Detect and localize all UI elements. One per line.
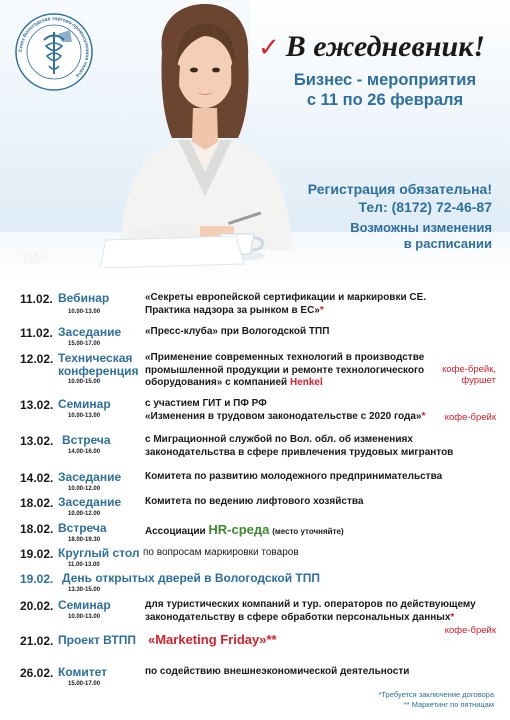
desc-line: оборудования» с компанией	[145, 377, 288, 388]
desc-line: «Секреты европейской сертификации и маркировки CE.	[145, 292, 427, 303]
event-type: Семинар	[58, 598, 111, 612]
event-type: Круглый стол	[58, 546, 140, 560]
event-date: 13.02.	[20, 434, 54, 448]
footnote-marketing: ** Маркетинг по пятницам	[403, 699, 494, 709]
event-date: 19.02.	[20, 547, 54, 561]
event-description	[145, 292, 426, 317]
notepad-icon	[96, 236, 246, 268]
extras-line: фуршет	[461, 375, 496, 387]
event-description	[145, 352, 424, 390]
svg-text:Союз Вологодская торгово-промы: Союз Вологодская торгово-промышленная палата	[17, 15, 91, 79]
event-date: 13.02.	[20, 398, 54, 412]
event-description	[145, 522, 344, 539]
event-time: 13.30-15.00	[68, 587, 101, 593]
event-date: 18.02.	[20, 496, 54, 510]
contract-mark: *	[450, 611, 455, 623]
event-description	[145, 398, 425, 423]
contract-mark: *	[319, 304, 324, 316]
event-time: 10.00-12.00	[68, 486, 101, 492]
footnote-contract: *Требуется заключение договора	[378, 690, 494, 699]
footnotes	[379, 690, 494, 710]
slogan	[258, 30, 485, 64]
changes-line-2: в расписании	[403, 236, 492, 252]
event-description: Комитета по развитию молодежного предпринимательства	[145, 471, 443, 482]
event-time: 18.00-19.30	[68, 537, 101, 543]
phone-number[interactable]: Тел: (8172) 72-46-87	[358, 199, 492, 216]
event-type: Встреча	[58, 521, 107, 535]
schedule-change-notice	[350, 220, 492, 253]
chamber-of-commerce-logo	[14, 12, 94, 92]
event-type: Семинар	[58, 397, 111, 411]
marketing-friday-title: «Marketing Friday»	[148, 632, 267, 647]
event-type	[58, 352, 138, 379]
event-extras: кофе-брейк	[444, 625, 496, 636]
event-type: Комитет	[58, 665, 108, 679]
desc-line: «Изменения в трудовом законодательстве с 2020 года»	[145, 410, 422, 422]
desc-note: (место уточняйте)	[272, 527, 344, 536]
event-date: 11.02.	[20, 292, 53, 306]
event-time: 10.00-12.00	[68, 511, 101, 517]
event-description: Комитета по ведению лифтового хозяйства	[145, 496, 364, 507]
event-date: 26.02.	[20, 666, 54, 680]
hr-sreda-highlight: HR-среда	[208, 522, 270, 537]
company-name: Henkel	[289, 377, 323, 388]
event-time: 15.00-17.00	[68, 341, 101, 347]
slogan-text: В ежедневник!	[285, 30, 486, 63]
event-time: 14.00-16.00	[68, 449, 101, 455]
desc-line: для туристических компаний и тур. операторов по действующему	[145, 599, 476, 610]
type-line: конференция	[58, 364, 139, 379]
event-date: 20.02.	[20, 599, 54, 613]
event-type: День открытых дверей в Вологодской ТПП	[62, 571, 320, 585]
desc-line: законодательству в сфере обработки персональных данных	[145, 611, 451, 623]
subtitle-line-1: Бизнес - мероприятия	[293, 71, 477, 89]
contract-mark: *	[421, 410, 426, 422]
desc-line: Практика надзора за рынком в ЕС»	[145, 304, 320, 316]
event-extras	[442, 364, 496, 387]
hero-banner	[0, 0, 510, 282]
desc-line: законодательства в сфере привлечения трудовых мигрантов	[145, 446, 454, 458]
event-description	[148, 632, 277, 649]
event-type: Проект ВТПП	[58, 633, 136, 647]
desc-line: промышленной продукции и ремонте технологического	[145, 364, 425, 376]
event-time: 11.00-13.00	[68, 562, 100, 568]
event-date: 21.02.	[20, 634, 54, 648]
subtitle-line-2: с 11 по 26 февраля	[306, 91, 464, 110]
event-time: 10.00-13.00	[68, 614, 101, 620]
event-type: Заседание	[58, 325, 122, 339]
event-description	[145, 599, 476, 624]
event-description	[145, 434, 453, 459]
event-time: 10.00-13.00	[68, 413, 101, 419]
event-type: Заседание	[58, 495, 122, 509]
extras-line: кофе-брейк,	[442, 364, 496, 375]
event-time: 10.00-15.00	[68, 379, 101, 385]
event-date: 11.02.	[20, 326, 53, 340]
changes-line-1: Возможны изменения	[350, 220, 492, 235]
desc-line: с Миграционной службой по Вол. обл. об изменениях	[145, 434, 413, 445]
event-description: по вопросам маркировки товаров	[143, 547, 299, 558]
event-type: Заседание	[58, 470, 122, 484]
event-date: 18.02.	[20, 522, 54, 536]
event-type: Вебинар	[58, 291, 110, 305]
event-date: 19.02.	[20, 572, 54, 586]
event-extras: кофе-брейк	[444, 412, 496, 423]
event-description: «Пресс-клуба» при Вологодской ТПП	[145, 326, 330, 337]
event-date: 14.02.	[20, 471, 54, 485]
desc-text: Ассоциации	[145, 526, 206, 537]
checkmark-icon: ✓	[258, 32, 280, 62]
registration-block	[308, 180, 492, 216]
marketing-mark: **	[266, 632, 277, 647]
event-period	[290, 70, 480, 110]
event-type: Встреча	[62, 433, 111, 447]
age-rating: 18+	[22, 250, 50, 267]
desc-line: «Применение современных технологий в производстве	[145, 352, 425, 363]
registration-notice: Регистрация обязательна!	[307, 181, 492, 197]
event-time: 15.00-17.00	[68, 681, 101, 687]
event-date: 12.02.	[20, 352, 54, 366]
type-line: Техническая	[58, 351, 133, 365]
event-time: 10.00-13.00	[68, 309, 101, 315]
desc-line: с участием ГИТ и ПФ РФ	[145, 398, 267, 409]
event-description: по содействию внешнеэкономической деятельности	[145, 666, 410, 677]
